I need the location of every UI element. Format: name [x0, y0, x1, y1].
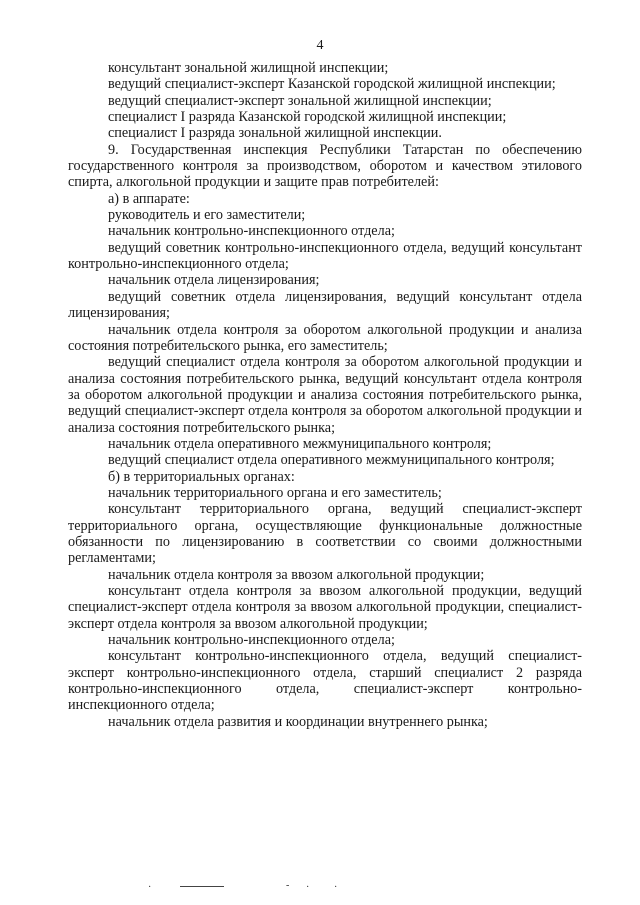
list-item: консультант территориального органа, ведущий специалист-эксперт территориального органа, осуществляющие функциональные должностные обязанности по лицензированию в соответствии со своими должностными регламентами;	[68, 501, 582, 567]
list-item: начальник отдела оперативного межмуниципального контроля;	[108, 435, 492, 452]
list-item: начальник отдела развития и координации внутреннего рынка;	[108, 713, 488, 730]
list-item: ведущий советник отдела лицензирования, ведущий консультант отдела лицензирования;	[68, 288, 582, 322]
subsection-heading: а) в аппарате:	[108, 190, 190, 207]
list-item: начальник контрольно-инспекционного отдела;	[108, 632, 395, 649]
document-body	[68, 60, 582, 730]
list-item: начальник отдела контроля за ввозом алкогольной продукции;	[108, 566, 485, 583]
list-item: специалист I разряда Казанской городской жилищной инспекции;	[108, 109, 507, 126]
scan-mark: ·	[334, 882, 338, 893]
list-item: ведущий специалист отдела оперативного межмуниципального контроля;	[108, 452, 555, 469]
list-item: консультант отдела контроля за ввозом алкогольной продукции, ведущий специалист-эксперт отдела контроля за ввозом алкогольной продукции, специалист-эксперт отдела контроля за ввозом алкогольной продукции;	[68, 583, 582, 632]
list-item: консультант контрольно-инспекционного отдела, ведущий специалист-эксперт контрольно-инспекционного отдела, старший специалист 2 разряда контрольно-инспекционного отдела, специалист-эксперт контрольно-инспекционного отдела;	[68, 648, 582, 714]
section-heading: 9. Государственная инспекция Республики Татарстан по обеспечению государственного контроля за производством, оборотом и качеством этилового спирта, алкогольной продукции и защите прав потребителей:	[68, 141, 582, 191]
list-item: ведущий советник контрольно-инспекционного отдела, ведущий консультант контрольно-инспекционного отдела;	[68, 239, 582, 273]
list-item: ведущий специалист-эксперт Казанской городской жилищной инспекции;	[108, 76, 556, 93]
list-item: начальник отдела лицензирования;	[108, 272, 320, 289]
list-item: ведущий специалист-эксперт зональной жилищной инспекции;	[108, 92, 492, 109]
scan-mark: ·	[148, 882, 152, 893]
subsection-heading: б) в территориальных органах:	[108, 468, 295, 485]
list-item: начальник контрольно-инспекционного отдела;	[108, 223, 395, 240]
list-item: начальник территориального органа и его заместитель;	[108, 484, 442, 501]
page-number: 4	[316, 38, 324, 53]
list-item: начальник отдела контроля за оборотом алкогольной продукции и анализа состояния потребительского рынка, его заместитель;	[68, 321, 582, 354]
list-item: специалист I разряда зональной жилищной инспекции.	[108, 125, 442, 142]
scan-artifacts	[0, 880, 640, 905]
scan-mark: ·	[306, 882, 310, 893]
scan-mark	[180, 886, 224, 887]
list-item: ведущий специалист отдела контроля за оборотом алкогольной продукции и анализа состояния потребительского рынка, ведущий консультант отдела контроля за оборотом алкогольной продукции и анализа состояния потребительского рынка, ведущий специалист-эксперт отдела контроля за оборотом алкогольной продукции и анализа состояния потребительского рынка;	[68, 354, 582, 436]
list-item: консультант зональной жилищной инспекции;	[108, 60, 389, 76]
list-item: руководитель и его заместители;	[108, 207, 306, 224]
scan-mark: -	[286, 880, 290, 891]
